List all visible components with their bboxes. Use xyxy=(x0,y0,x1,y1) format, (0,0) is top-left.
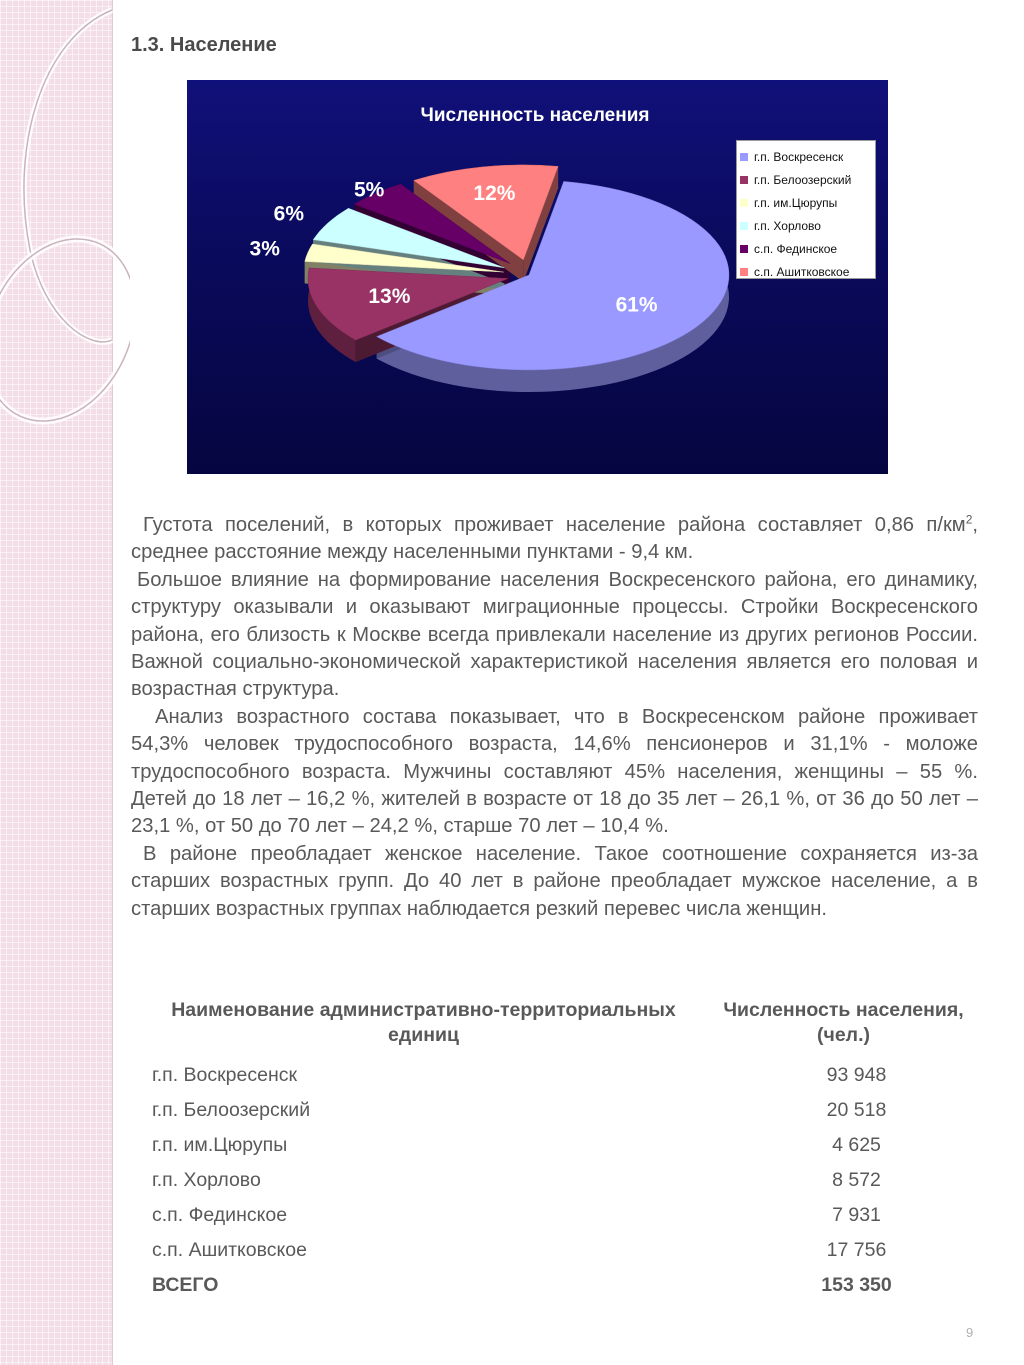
table-total-value: 153 350 xyxy=(821,1274,892,1296)
table-header-unit: Наименование административно-территориальных единиц xyxy=(171,999,676,1046)
pie-data-label: 13% xyxy=(368,284,411,308)
legend-label: г.п. Воскресенск xyxy=(754,149,844,164)
chart-legend xyxy=(736,140,876,279)
table-cell-value: 17 756 xyxy=(826,1239,887,1261)
table-row xyxy=(147,1163,987,1198)
legend-label: г.п. Белоозерский xyxy=(754,172,852,187)
legend-swatch xyxy=(740,199,748,207)
table-cell-name: г.п. Воскресенск xyxy=(152,1064,298,1086)
paragraph-gender: В районе преобладает женское население. Такое соотношение сохраняется из-за старших возрастных групп. До 40 лет в районе преобладает мужское население, а в старших возрастных группах наблюдается резкий перевес числа женщин. xyxy=(131,842,978,920)
table-cell-name: г.п. им.Цюрупы xyxy=(152,1134,288,1156)
table-cell-name: с.п. Ашитковское xyxy=(152,1239,307,1261)
table-total-label: ВСЕГО xyxy=(152,1274,219,1296)
pie-data-label: 5% xyxy=(353,178,385,202)
paragraph-age-structure: Анализ возрастного состава показывает, что в Воскресенском районе проживает 54,3% человек трудоспособного возраста, 14,6% пенсионеров и 31,1% - моложе трудоспособного возраста. Мужчины составляют 45% населения, женщины – 55 %. Детей до 18 лет – 16,2 %, жителей в возрасте от 18 до 35 лет – 26,1 %, от 36 до 50 лет – 23,1 %, от 50 до 70 лет – 24,2 %, старше 70 лет – 10,4 %. xyxy=(131,705,978,838)
legend-item xyxy=(740,260,872,283)
table-header-population: Численность населения, (чел.) xyxy=(723,999,964,1046)
paragraph-density xyxy=(131,512,978,567)
table-cell-value: 4 625 xyxy=(832,1134,881,1156)
pie-data-label: 12% xyxy=(473,181,516,205)
table-cell-value: 20 518 xyxy=(826,1099,887,1121)
legend-item xyxy=(740,168,872,191)
table-row xyxy=(147,1198,987,1233)
legend-item xyxy=(740,237,872,260)
legend-item xyxy=(740,145,872,168)
table-cell-name: г.п. Хорлово xyxy=(152,1169,261,1191)
decorative-swirl xyxy=(0,0,130,440)
table-row xyxy=(147,1233,987,1268)
table-total-row xyxy=(147,1268,987,1303)
pie-data-label: 6% xyxy=(273,202,305,226)
population-table xyxy=(147,998,987,1303)
legend-item xyxy=(740,191,872,214)
legend-item xyxy=(740,214,872,237)
table-cell-value: 8 572 xyxy=(832,1169,881,1191)
legend-swatch xyxy=(740,176,748,184)
paragraph-migration: Большое влияние на формирование населения Воскресенского района, его динамику, структуру оказывали и оказывают миграционные процессы. Стройки Воскресенского района, его близость к Москве всегда привлекали население из других регионов России. Важной социально-экономической характеристикой населения является его половая и возрастная структура. xyxy=(131,568,978,701)
legend-swatch xyxy=(740,245,748,253)
chart-title: Численность населения xyxy=(420,105,650,126)
table-row xyxy=(147,1058,987,1093)
legend-swatch xyxy=(740,222,748,230)
legend-label: с.п. Ашитковское xyxy=(754,264,850,279)
legend-label: с.п. Фединское xyxy=(754,241,838,256)
pie-data-label: 61% xyxy=(615,293,658,317)
pie-data-label: 3% xyxy=(249,237,280,261)
table-row xyxy=(147,1128,987,1163)
section-title: 1.3. Население xyxy=(131,34,277,56)
superscript: 2 xyxy=(965,512,973,527)
legend-swatch xyxy=(740,153,748,161)
paragraph-density-text-end: , среднее расстояние между населенными пунктами - 9,4 км. xyxy=(131,514,978,564)
table-header-row xyxy=(147,998,987,1058)
page-number: 9 xyxy=(966,1325,974,1340)
legend-label: г.п. Хорлово xyxy=(754,218,821,233)
table-row xyxy=(147,1093,987,1128)
table-cell-name: с.п. Фединское xyxy=(152,1204,288,1226)
table-cell-name: г.п. Белоозерский xyxy=(152,1099,311,1121)
table-cell-value: 93 948 xyxy=(826,1064,887,1086)
paragraph-density-text: Густота поселений, в которых проживает население района составляет 0,86 п/км xyxy=(143,514,966,536)
body-text xyxy=(131,512,978,923)
table-cell-value: 7 931 xyxy=(832,1204,881,1226)
population-pie-chart xyxy=(187,80,888,474)
legend-label: г.п. им.Цюрупы xyxy=(754,195,838,210)
legend-swatch xyxy=(740,268,748,276)
